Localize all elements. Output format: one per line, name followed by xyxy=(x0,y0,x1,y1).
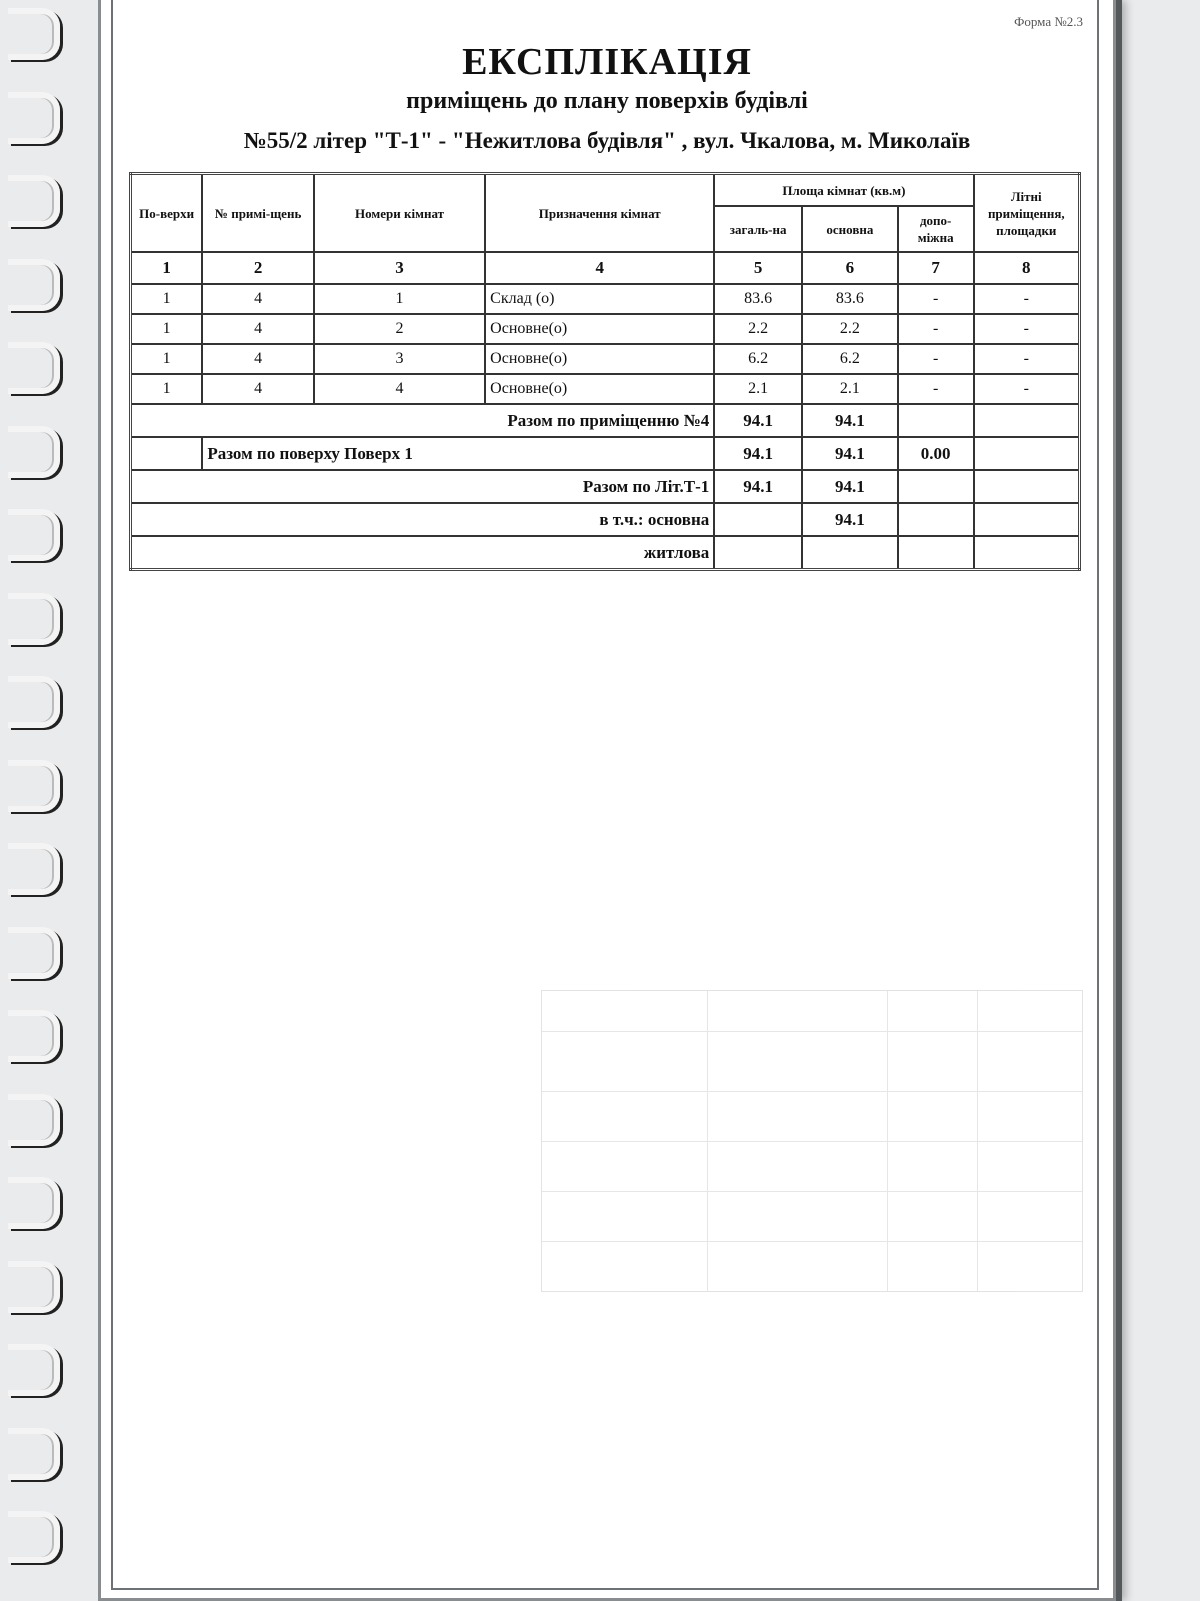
sum-floor-row xyxy=(131,437,1080,470)
incl-main-row xyxy=(131,503,1080,536)
cell-aux: - xyxy=(898,344,974,374)
table-row xyxy=(131,344,1080,374)
cell-floor: 1 xyxy=(131,344,203,374)
binding-coil xyxy=(8,175,60,227)
cell-room: 3 xyxy=(314,344,485,374)
cell-aux: - xyxy=(898,374,974,404)
cell-floor: 1 xyxy=(131,284,203,314)
cell-purpose: Основне(о) xyxy=(485,314,714,344)
binding-coil xyxy=(8,426,60,478)
table-row xyxy=(131,314,1080,344)
sum-letter-summer xyxy=(974,470,1080,503)
cell-main: 83.6 xyxy=(802,284,898,314)
sum-floor-blank xyxy=(131,437,203,470)
binding-coil xyxy=(8,509,60,561)
index-cell: 8 xyxy=(974,252,1080,284)
binding-coil xyxy=(8,760,60,812)
incl-main-label: в т.ч.: основна xyxy=(131,503,715,536)
binding-coil xyxy=(8,1511,60,1563)
header-premises-no: № примі-щень xyxy=(202,174,314,253)
sum-floor-main: 94.1 xyxy=(802,437,898,470)
sum-floor-total: 94.1 xyxy=(714,437,802,470)
cell-room: 1 xyxy=(314,284,485,314)
cell-total: 2.1 xyxy=(714,374,802,404)
sum-premises-row xyxy=(131,404,1080,437)
cell-purpose: Основне(о) xyxy=(485,344,714,374)
incl-residential-row xyxy=(131,536,1080,570)
binding-coil xyxy=(8,8,60,60)
cell-summer: - xyxy=(974,344,1080,374)
incl-residential-main xyxy=(802,536,898,570)
index-cell: 6 xyxy=(802,252,898,284)
header-total: загаль-на xyxy=(714,206,802,252)
binding-coil xyxy=(8,676,60,728)
building-address: №55/2 літер "Т-1" - "Нежитлова будівля" , вул. Чкалова, м. Миколаїв xyxy=(243,128,971,153)
table-row xyxy=(131,374,1080,404)
sum-letter-total: 94.1 xyxy=(714,470,802,503)
incl-main-summer xyxy=(974,503,1080,536)
index-cell: 7 xyxy=(898,252,974,284)
binding-coil xyxy=(8,843,60,895)
binding-coil xyxy=(8,259,60,311)
cell-total: 6.2 xyxy=(714,344,802,374)
cell-main: 6.2 xyxy=(802,344,898,374)
sum-letter-row xyxy=(131,470,1080,503)
binding-coil xyxy=(8,342,60,394)
binding-coil xyxy=(8,927,60,979)
binding-coil xyxy=(8,92,60,144)
cell-premises: 4 xyxy=(202,344,314,374)
cell-main: 2.1 xyxy=(802,374,898,404)
form-number: Форма №2.3 xyxy=(1014,14,1083,29)
cell-total: 83.6 xyxy=(714,284,802,314)
header-area-group: Площа кімнат (кв.м) xyxy=(714,174,973,207)
binding-coil xyxy=(8,1177,60,1229)
incl-main-aux xyxy=(898,503,974,536)
table-row xyxy=(131,284,1080,314)
bleed-through-table xyxy=(541,990,1083,1292)
binding-coil xyxy=(8,593,60,645)
document-page xyxy=(98,0,1116,1601)
header-auxiliary: допо-міжна xyxy=(898,206,974,252)
incl-main-total xyxy=(714,503,802,536)
cell-floor: 1 xyxy=(131,374,203,404)
index-cell: 3 xyxy=(314,252,485,284)
sum-letter-main: 94.1 xyxy=(802,470,898,503)
spiral-binding xyxy=(0,0,70,1600)
document-subtitle: приміщень до плану поверхів будівлі xyxy=(406,88,808,114)
sum-floor-summer xyxy=(974,437,1080,470)
sum-premises-label: Разом по приміщенню №4 xyxy=(131,404,715,437)
sum-premises-summer xyxy=(974,404,1080,437)
index-cell: 5 xyxy=(714,252,802,284)
header-summer: Літні приміщення, площадки xyxy=(974,174,1080,253)
cell-summer: - xyxy=(974,374,1080,404)
cell-floor: 1 xyxy=(131,314,203,344)
incl-residential-aux xyxy=(898,536,974,570)
incl-residential-summer xyxy=(974,536,1080,570)
cell-purpose: Склад (о) xyxy=(485,284,714,314)
sum-letter-label: Разом по Літ.Т-1 xyxy=(131,470,715,503)
header-purpose: Призначення кімнат xyxy=(485,174,714,253)
cell-total: 2.2 xyxy=(714,314,802,344)
cell-premises: 4 xyxy=(202,314,314,344)
index-cell: 2 xyxy=(202,252,314,284)
header-room-numbers: Номери кімнат xyxy=(314,174,485,253)
header-main: основна xyxy=(802,206,898,252)
cell-main: 2.2 xyxy=(802,314,898,344)
cell-premises: 4 xyxy=(202,374,314,404)
sum-premises-total: 94.1 xyxy=(714,404,802,437)
cell-aux: - xyxy=(898,284,974,314)
sum-letter-aux xyxy=(898,470,974,503)
cell-premises: 4 xyxy=(202,284,314,314)
index-cell: 1 xyxy=(131,252,203,284)
binding-coil xyxy=(8,1261,60,1313)
binding-coil xyxy=(8,1010,60,1062)
binding-coil xyxy=(8,1344,60,1396)
incl-residential-label: житлова xyxy=(131,536,715,570)
cell-summer: - xyxy=(974,314,1080,344)
incl-residential-total xyxy=(714,536,802,570)
explication-table xyxy=(129,172,1081,571)
document-title: ЕКСПЛІКАЦІЯ xyxy=(462,41,752,83)
binding-coil xyxy=(8,1428,60,1480)
index-cell: 4 xyxy=(485,252,714,284)
cell-aux: - xyxy=(898,314,974,344)
cell-room: 4 xyxy=(314,374,485,404)
cell-purpose: Основне(о) xyxy=(485,374,714,404)
sum-premises-aux xyxy=(898,404,974,437)
cell-summer: - xyxy=(974,284,1080,314)
sum-floor-aux: 0.00 xyxy=(898,437,974,470)
sum-premises-main: 94.1 xyxy=(802,404,898,437)
binding-coil xyxy=(8,1094,60,1146)
sum-floor-label: Разом по поверху Поверх 1 xyxy=(202,437,714,470)
incl-main-main: 94.1 xyxy=(802,503,898,536)
column-index-row xyxy=(131,252,1080,284)
header-floor: По-верхи xyxy=(131,174,203,253)
cell-room: 2 xyxy=(314,314,485,344)
